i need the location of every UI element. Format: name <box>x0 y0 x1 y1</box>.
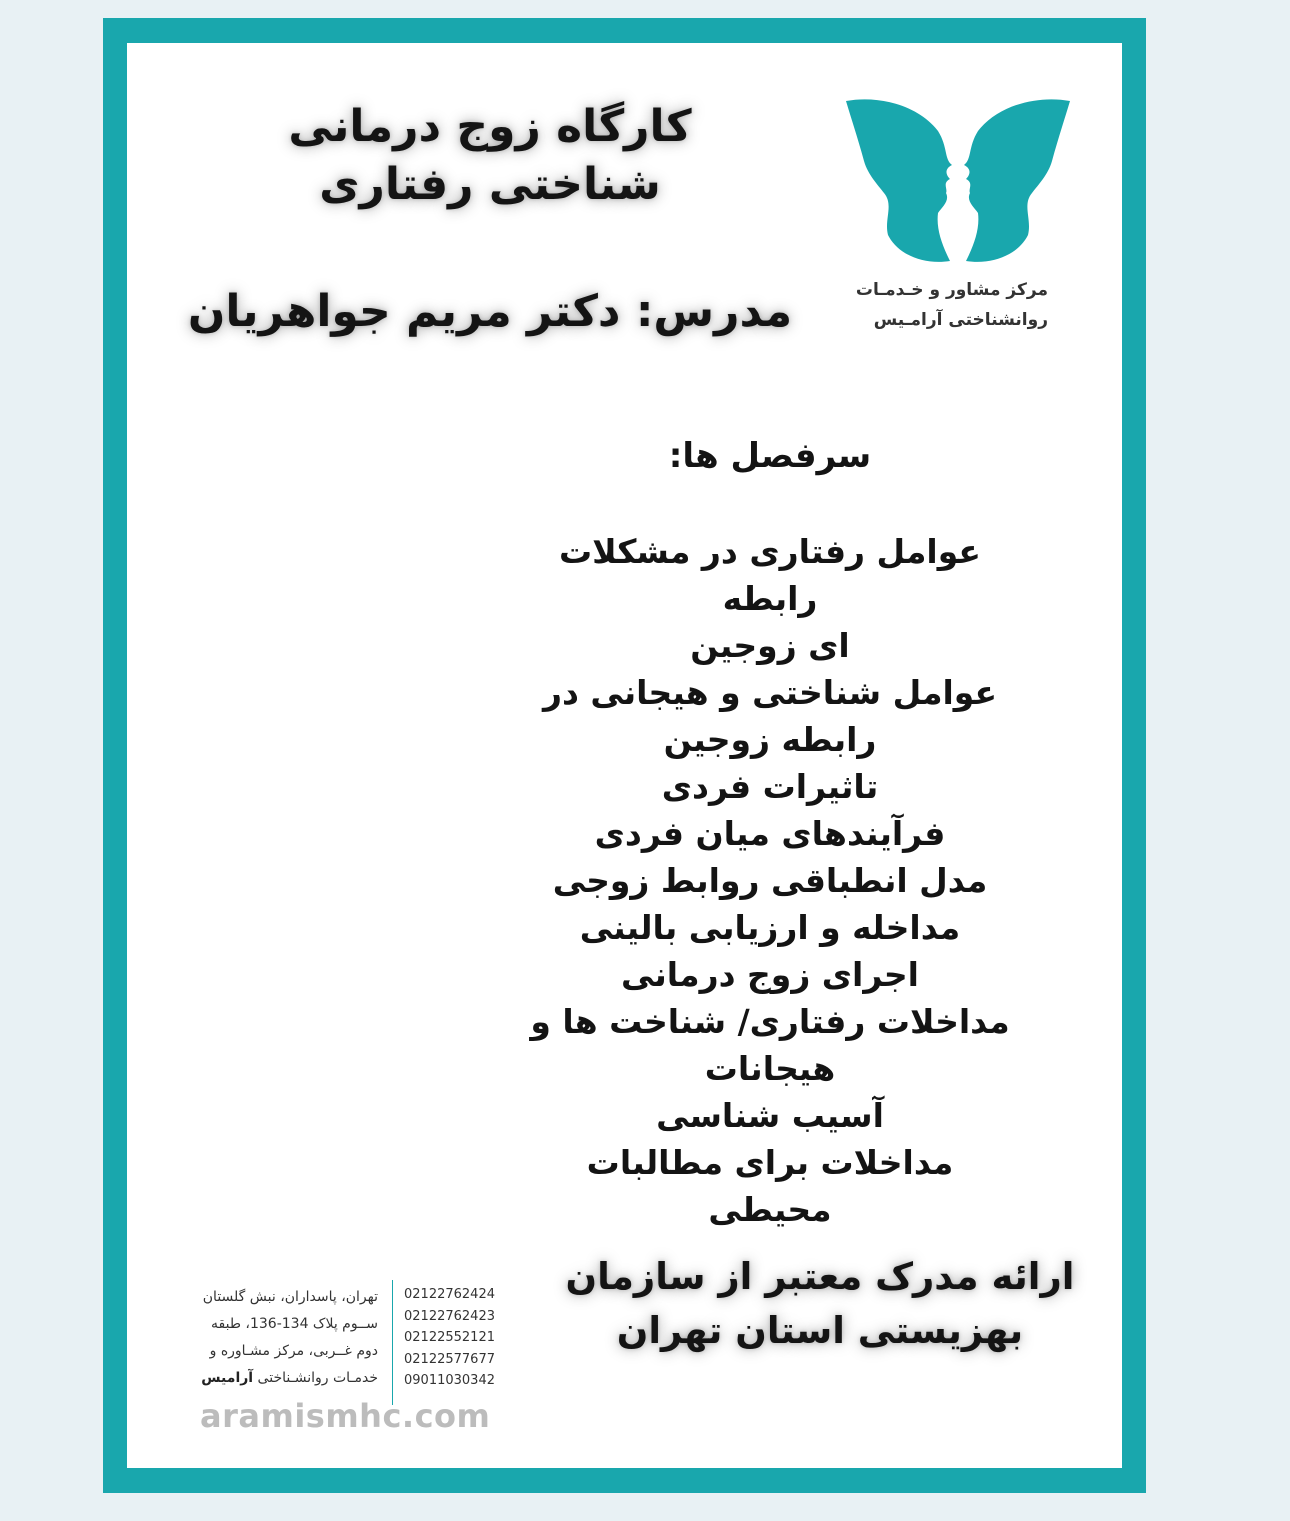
instructor-name: مدرس: دکتر مریم جواهریان <box>187 286 793 337</box>
address-line-3: دوم غــربی، مرکز مشـاوره و <box>209 1343 378 1359</box>
phone-number: 02122552121 <box>404 1330 495 1345</box>
workshop-title-line-1: کارگاه زوج درمانی <box>288 101 692 152</box>
list-item: مداخله و ارزیابی بالینی <box>579 908 961 947</box>
workshop-title <box>240 98 740 214</box>
workshop-title-line-2: شناختی رفتاری <box>319 159 661 210</box>
list-item: ای زوجین <box>690 626 850 665</box>
list-item: رابطه زوجین <box>663 720 877 759</box>
certificate-notice <box>560 1250 1080 1358</box>
phone-number: 02122577677 <box>404 1351 495 1367</box>
list-item: عوامل رفتاری در مشکلات رابطه <box>559 532 981 618</box>
address-line-4-text: خدمـات روانشـناختی <box>253 1370 378 1386</box>
certificate-line-2: بهزیستی استان تهران <box>616 1309 1024 1352</box>
list-item: مداخلات برای مطالبات محیطی <box>586 1143 954 1229</box>
list-item: فرآیندهای میان فردی <box>594 814 946 853</box>
list-item: آسیب شناسی <box>656 1096 884 1135</box>
phone-number: 02122762424 <box>404 1287 495 1302</box>
center-logo <box>838 95 1078 345</box>
list-item: مدل انطباقی روابط زوجی <box>552 861 988 900</box>
address-line-4 <box>196 1365 378 1392</box>
logo-caption-line-1: مرکز مشاور و خـدمـات <box>855 280 1048 300</box>
phone-number: 09011030342 <box>404 1373 495 1388</box>
list-item: مداخلات رفتاری/ شناخت ها و <box>530 1002 1010 1041</box>
topics-list <box>520 528 1020 1233</box>
list-item: هیجانات <box>704 1049 836 1088</box>
logo-caption-line-2: روانشناختی آرامـیس <box>873 310 1048 330</box>
address-line-1: تهران، پاسداران، نبش گلستان <box>202 1289 378 1305</box>
website-url: aramismhc.com <box>200 1397 491 1435</box>
topics-heading: سرفصل ها: <box>668 436 872 476</box>
address-line-2: ســوم پلاک 134-136، طبقه <box>211 1316 378 1332</box>
logo-caption <box>838 275 1048 335</box>
list-item: اجرای زوج درمانی <box>621 955 919 994</box>
phone-list <box>404 1284 514 1392</box>
address-center-name: آرامیس <box>201 1370 254 1386</box>
contact-divider <box>392 1280 393 1405</box>
phone-number: 02122762423 <box>404 1308 495 1324</box>
list-item: عوامل شناختی و هیجانی در <box>542 673 998 712</box>
address-block <box>196 1284 378 1392</box>
list-item: تاثیرات فردی <box>661 767 879 806</box>
certificate-line-1: ارائه مدرک معتبر از سازمان <box>565 1255 1075 1298</box>
butterfly-faces-icon <box>838 95 1078 270</box>
